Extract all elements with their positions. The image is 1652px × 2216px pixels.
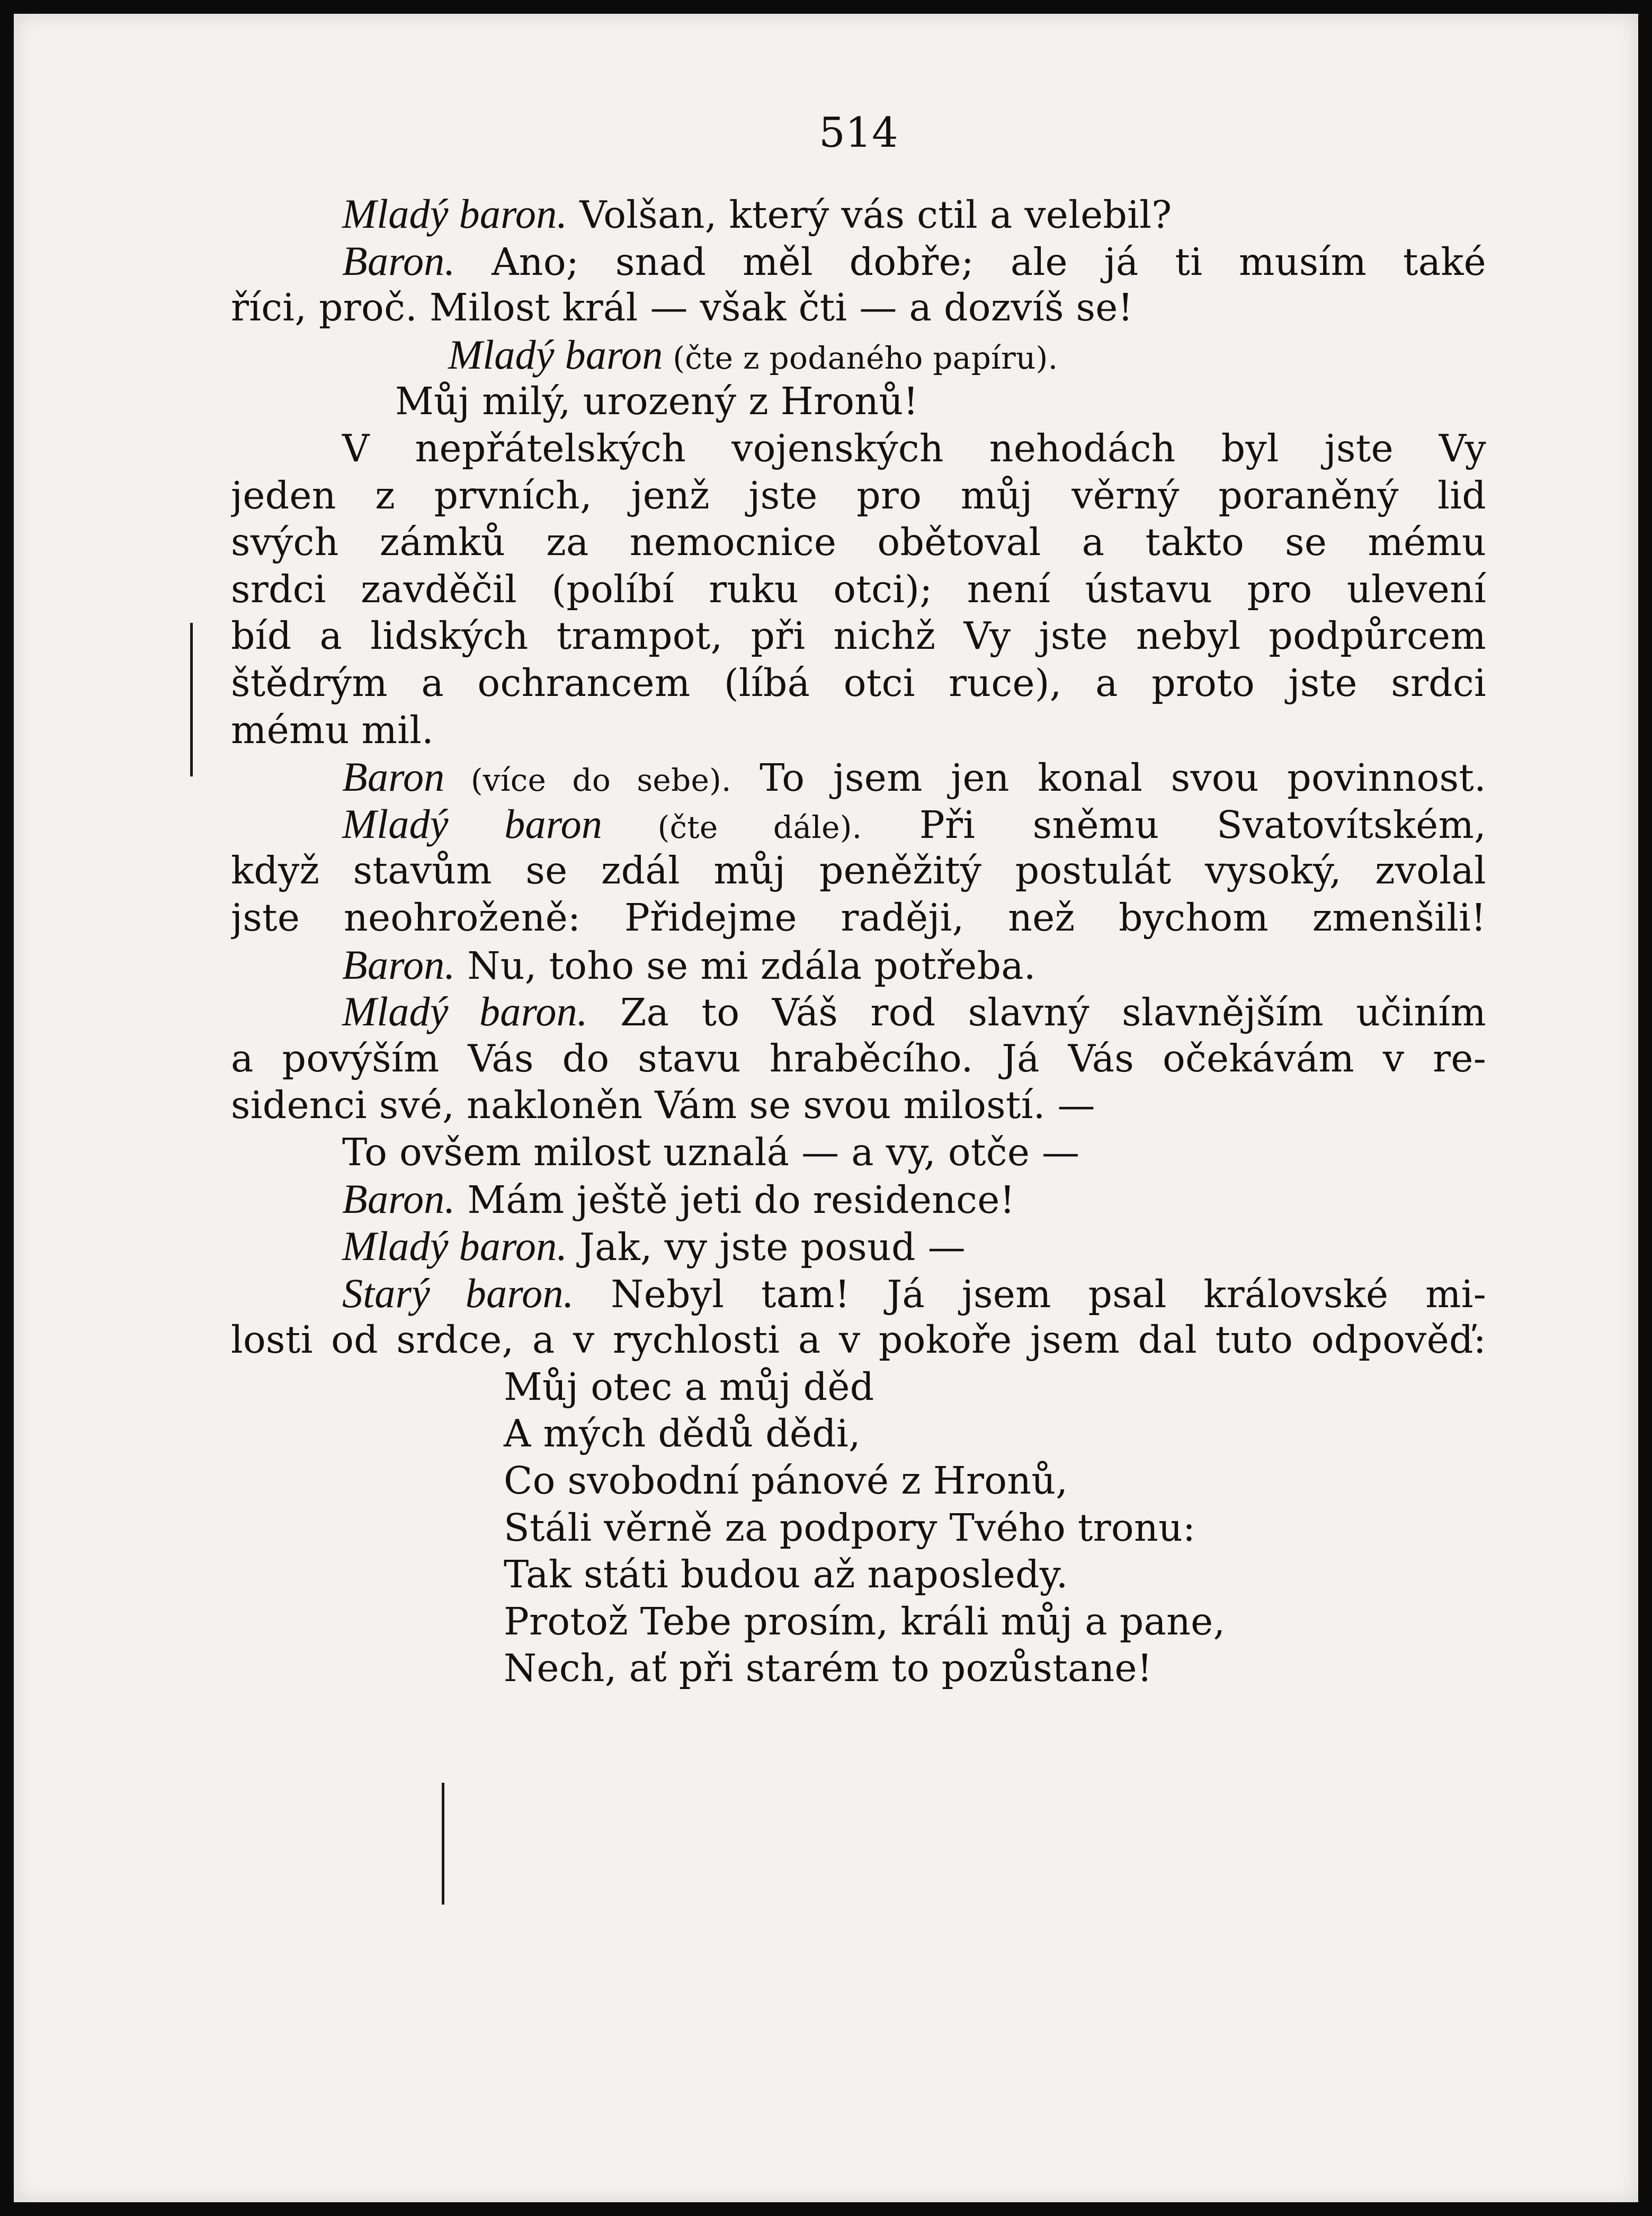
text-line bbox=[231, 942, 1486, 989]
text-line bbox=[231, 238, 1486, 285]
line-text: bíd a lidských trampot, při nichž Vy jste nebyl podpůrcem bbox=[231, 614, 1486, 658]
line-text: Za to Váš rod slavný slavnějším učiním bbox=[587, 990, 1486, 1035]
line-text: jste neohroženě: Přidejme raději, než bychom zmenšili! bbox=[231, 895, 1486, 940]
speaker-name: Starý baron. bbox=[342, 1270, 574, 1316]
speaker-name: Baron. bbox=[342, 237, 456, 284]
line-text: Nech, ať při starém to pozůstane! bbox=[504, 1646, 1153, 1691]
text-line bbox=[231, 191, 1486, 238]
line-text: Co svobodní pánové z Hronů, bbox=[504, 1459, 1068, 1503]
text-line bbox=[231, 1270, 1486, 1317]
line-text: sidenci své, nakloněn Vám se svou milostí. — bbox=[231, 1083, 1095, 1128]
line-text: Mám ještě jeti do residence! bbox=[455, 1178, 1015, 1222]
stage-direction: (čte z podaného papíru). bbox=[663, 339, 1058, 376]
text-line bbox=[231, 988, 1486, 1035]
text-line bbox=[231, 472, 1486, 520]
page-text bbox=[231, 109, 1486, 1692]
line-text: jeden z prvních, jenž jste pro můj věrný poraněný lid bbox=[231, 473, 1486, 517]
text-line bbox=[231, 284, 1486, 332]
line-text: svých zámků za nemocnice obětoval a takto se mému bbox=[231, 520, 1486, 565]
line-text: mému mil. bbox=[231, 708, 434, 752]
line-text: Stáli věrně za podpory Tvého tronu: bbox=[504, 1505, 1196, 1550]
line-text: a povýším Vás do stavu hraběcího. Já Vás očekávám v re- bbox=[231, 1036, 1486, 1080]
text-line bbox=[231, 754, 1486, 801]
line-text: Protož Tebe prosím, králi můj a pane, bbox=[504, 1599, 1226, 1643]
line-text: srdci zavděčil (políbí ruku otci); není ústavu pro ulevení bbox=[231, 567, 1486, 611]
verse-line bbox=[231, 1410, 1486, 1458]
text-line bbox=[231, 1317, 1486, 1364]
text-line bbox=[231, 425, 1486, 472]
line-text: Můj otec a můj děd bbox=[504, 1364, 874, 1409]
text-line bbox=[231, 1176, 1486, 1223]
line-text: říci, proč. Milost král — však čti — a dozvíš se! bbox=[231, 285, 1133, 330]
line-text: Můj milý, urozený z Hronů! bbox=[395, 379, 919, 424]
line-text: losti od srdce, a v rychlosti a v pokoře jsem dal tuto odpověď: bbox=[231, 1318, 1486, 1362]
text-lines bbox=[231, 191, 1486, 1692]
speaker-name: Mladý baron bbox=[342, 800, 603, 847]
text-line bbox=[231, 613, 1486, 660]
speaker-name: Mladý baron bbox=[448, 331, 663, 378]
margin-rule-lower bbox=[442, 1783, 444, 1905]
line-text: Jak, vy jste posud — bbox=[567, 1225, 966, 1270]
text-line bbox=[231, 378, 1486, 425]
verse-line bbox=[231, 1598, 1486, 1646]
line-text: V nepřátelských vojenských nehodách byl jste Vy bbox=[342, 426, 1486, 470]
text-line bbox=[231, 847, 1486, 895]
page-number: 514 bbox=[819, 109, 898, 157]
text-line bbox=[231, 519, 1486, 566]
verse-line bbox=[231, 1505, 1486, 1552]
verse-line bbox=[231, 1458, 1486, 1505]
line-text: A mých dědů dědi, bbox=[504, 1411, 861, 1456]
line-text: Ano; snad měl dobře; ale já ti musím také bbox=[455, 239, 1486, 284]
book-page bbox=[14, 14, 1638, 2202]
margin-rule-upper bbox=[190, 623, 193, 776]
verse-line bbox=[231, 1364, 1486, 1411]
stage-direction: (čte dále). bbox=[602, 809, 862, 845]
text-line bbox=[231, 1082, 1486, 1129]
speaker-name: Mladý baron. bbox=[342, 191, 568, 237]
speaker-name: Mladý baron. bbox=[342, 1223, 568, 1270]
text-line bbox=[231, 801, 1486, 848]
text-line bbox=[231, 1223, 1486, 1270]
line-text: Volšan, který vás ctil a velebil? bbox=[567, 193, 1172, 237]
line-text: To jsem jen konal svou povinnost. bbox=[731, 756, 1486, 800]
text-line bbox=[231, 895, 1486, 942]
stage-direction: (více do sebe). bbox=[444, 762, 731, 799]
text-line bbox=[231, 1035, 1486, 1083]
line-text: když stavům se zdál můj peněžitý postulát vysoký, zvolal bbox=[231, 848, 1486, 893]
line-text: Při sněmu Svatovítském, bbox=[862, 802, 1486, 847]
line-text: Nu, toho se mi zdála potřeba. bbox=[455, 943, 1036, 988]
speaker-name: Baron. bbox=[342, 1176, 456, 1222]
line-text: To ovšem milost uznalá — a vy, otče — bbox=[342, 1130, 1080, 1174]
line-text: Tak státi budou až naposledy. bbox=[504, 1552, 1068, 1597]
verse-line bbox=[231, 1645, 1486, 1692]
verse-line bbox=[231, 1551, 1486, 1598]
text-line bbox=[231, 566, 1486, 613]
text-line bbox=[231, 1129, 1486, 1176]
speaker-name: Mladý baron. bbox=[342, 988, 588, 1035]
line-text: štědrým a ochrancem (líbá otci ruce), a proto jste srdci bbox=[231, 660, 1486, 705]
text-line bbox=[231, 707, 1486, 754]
text-line bbox=[231, 332, 1486, 379]
speaker-name: Baron. bbox=[342, 941, 456, 988]
line-text: Nebyl tam! Já jsem psal královské mi- bbox=[574, 1272, 1486, 1316]
speaker-name: Baron bbox=[342, 754, 445, 800]
text-line bbox=[231, 660, 1486, 707]
